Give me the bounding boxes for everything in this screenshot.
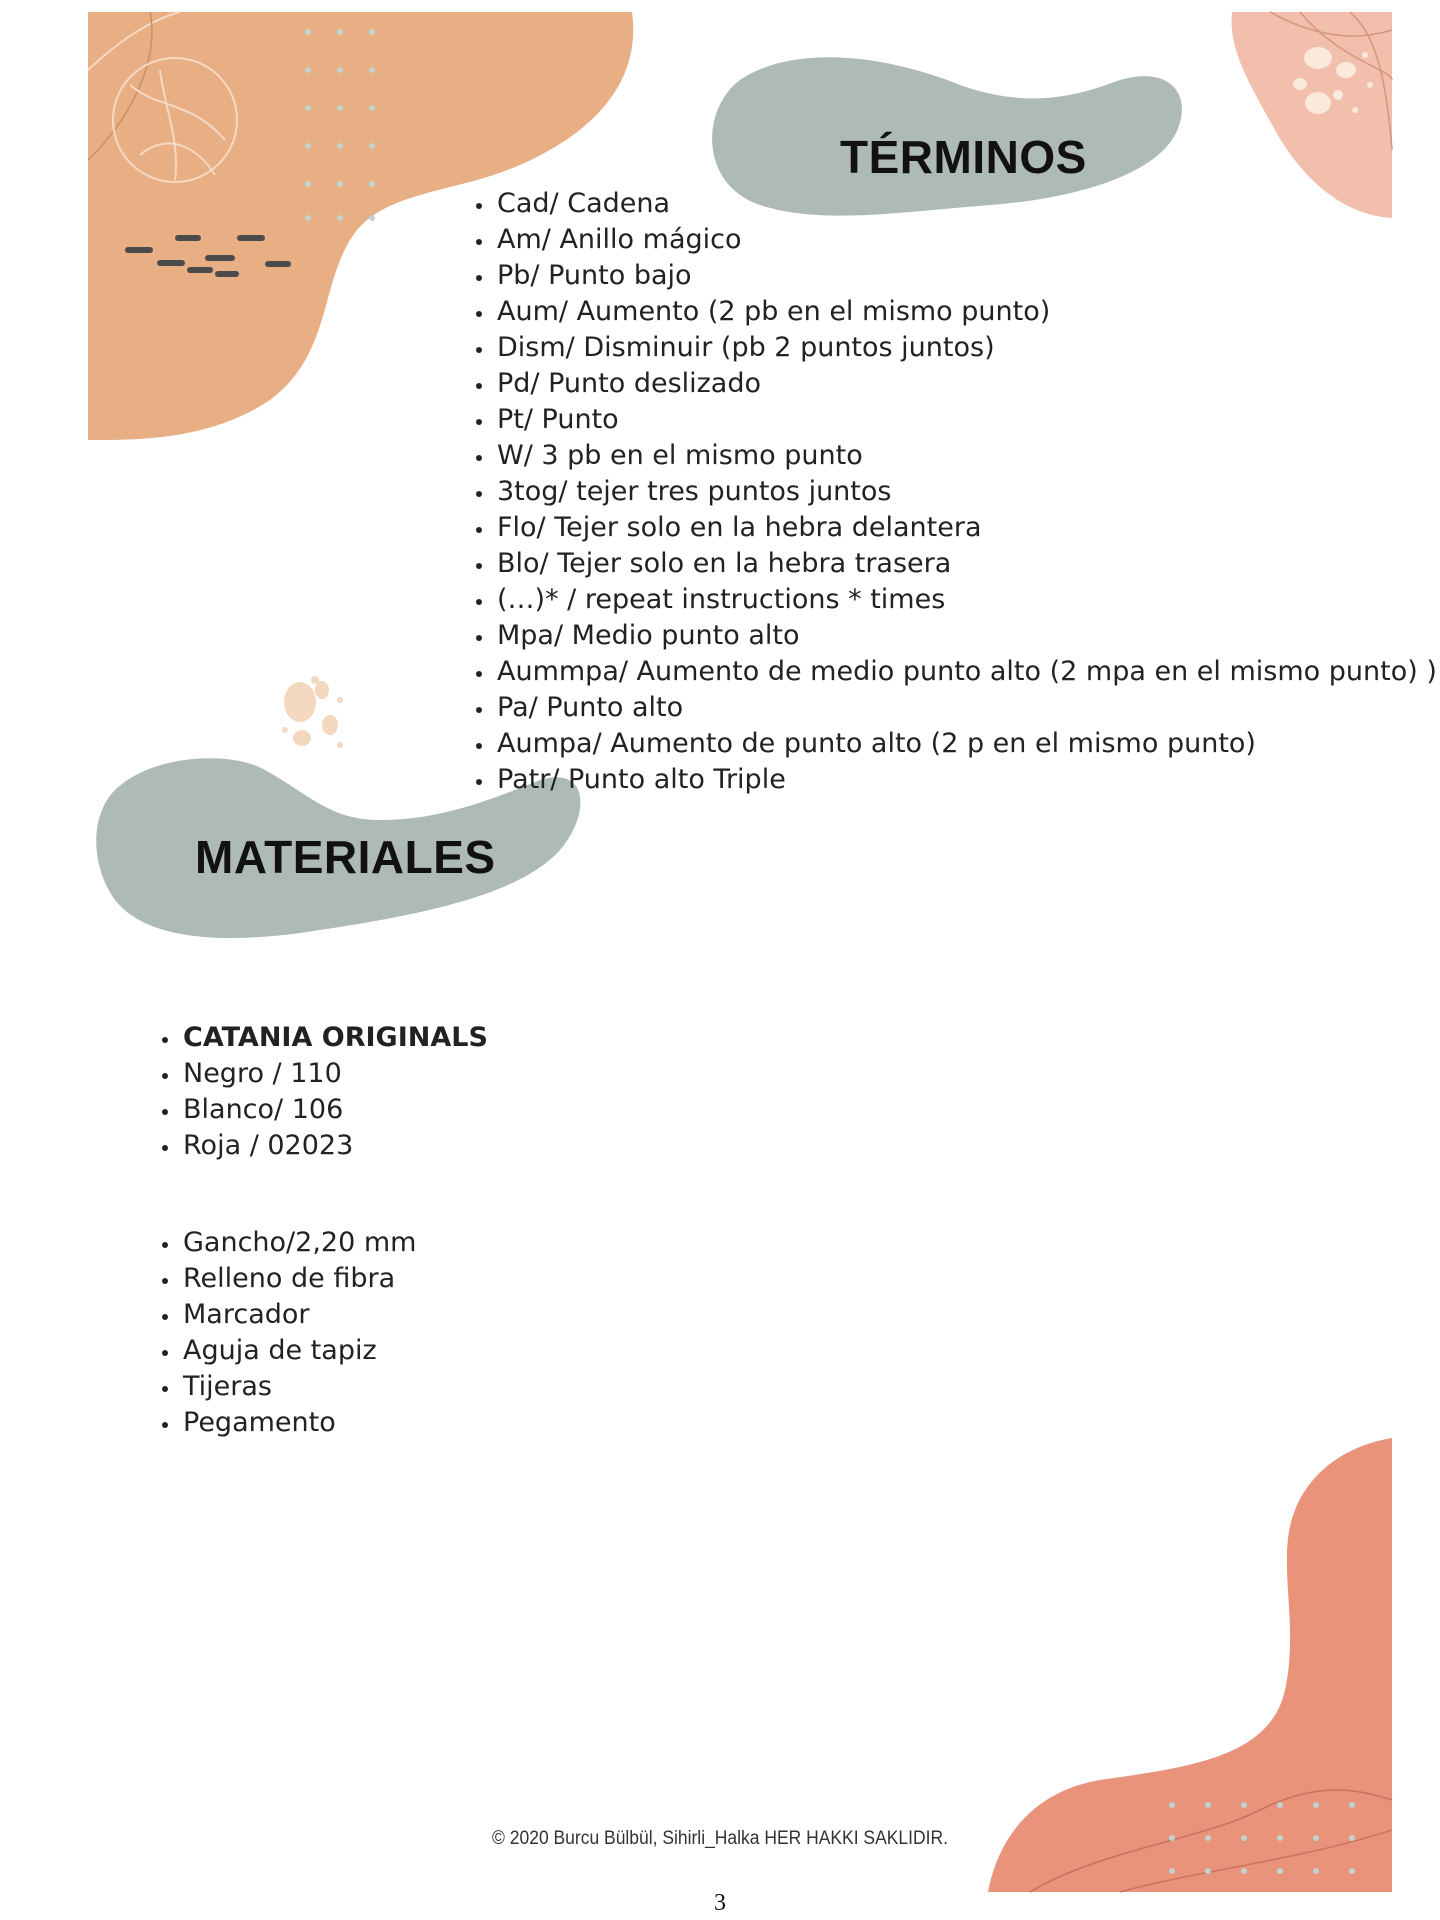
list-item: • Dism/ Disminuir (pb 2 puntos juntos): [495, 330, 1440, 366]
list-item: • Blanco/ 106: [181, 1092, 781, 1128]
list-item: • Mpa/ Medio punto alto: [495, 618, 1440, 654]
list-item: • Pegamento: [181, 1405, 781, 1441]
list-item: • Patr/ Punto alto Triple: [495, 762, 1440, 798]
list-item: • Relleno de fibra: [181, 1261, 781, 1297]
list-item: • Blo/ Tejer solo en la hebra trasera: [495, 546, 1440, 582]
list-item: • Am/ Anillo mágico: [495, 222, 1440, 258]
list-item: • Aguja de tapiz: [181, 1333, 781, 1369]
yarn-list: [135, 1020, 781, 1164]
list-item: • W/ 3 pb en el mismo punto: [495, 438, 1440, 474]
terminos-heading: TÉRMINOS: [840, 131, 1087, 183]
list-item: • Aumpa/ Aumento de punto alto (2 p en el mismo punto): [495, 726, 1440, 762]
list-item: • Aum/ Aumento (2 pb en el mismo punto): [495, 294, 1440, 330]
list-item: • Roja / 02023: [181, 1128, 781, 1164]
list-item: • Pt/ Punto: [495, 402, 1440, 438]
list-item: • Pa/ Punto alto: [495, 690, 1440, 726]
coral-blob-bottom-right: [988, 1438, 1392, 1892]
list-item: • Negro / 110: [181, 1056, 781, 1092]
materiales-heading: MATERIALES: [195, 831, 496, 883]
list-item: • Cad/ Cadena: [495, 186, 1440, 222]
yarn-brand: • CATANIA ORIGINALS: [181, 1020, 781, 1056]
list-item: • Flo/ Tejer solo en la hebra delantera: [495, 510, 1440, 546]
page-number: 3: [714, 1890, 726, 1916]
tools-list: [135, 1225, 781, 1441]
footer-copyright: © 2020 Burcu Bülbül, Sihirli_Halka HER HAKKI SAKLIDIR.: [492, 1828, 948, 1849]
list-item: • (…)* / repeat instructions * times: [495, 582, 1440, 618]
list-item: • Tijeras: [181, 1369, 781, 1405]
list-item: • Pb/ Punto bajo: [495, 258, 1440, 294]
orange-spatter: [282, 676, 343, 748]
list-item: • Aummpa/ Aumento de medio punto alto (2 mpa en el mismo punto) ): [495, 654, 1440, 690]
list-item: • Marcador: [181, 1297, 781, 1333]
terminos-list: [449, 186, 1440, 798]
list-item: • Pd/ Punto deslizado: [495, 366, 1440, 402]
list-item: • Gancho/2,20 mm: [181, 1225, 781, 1261]
list-item: • 3tog/ tejer tres puntos juntos: [495, 474, 1440, 510]
